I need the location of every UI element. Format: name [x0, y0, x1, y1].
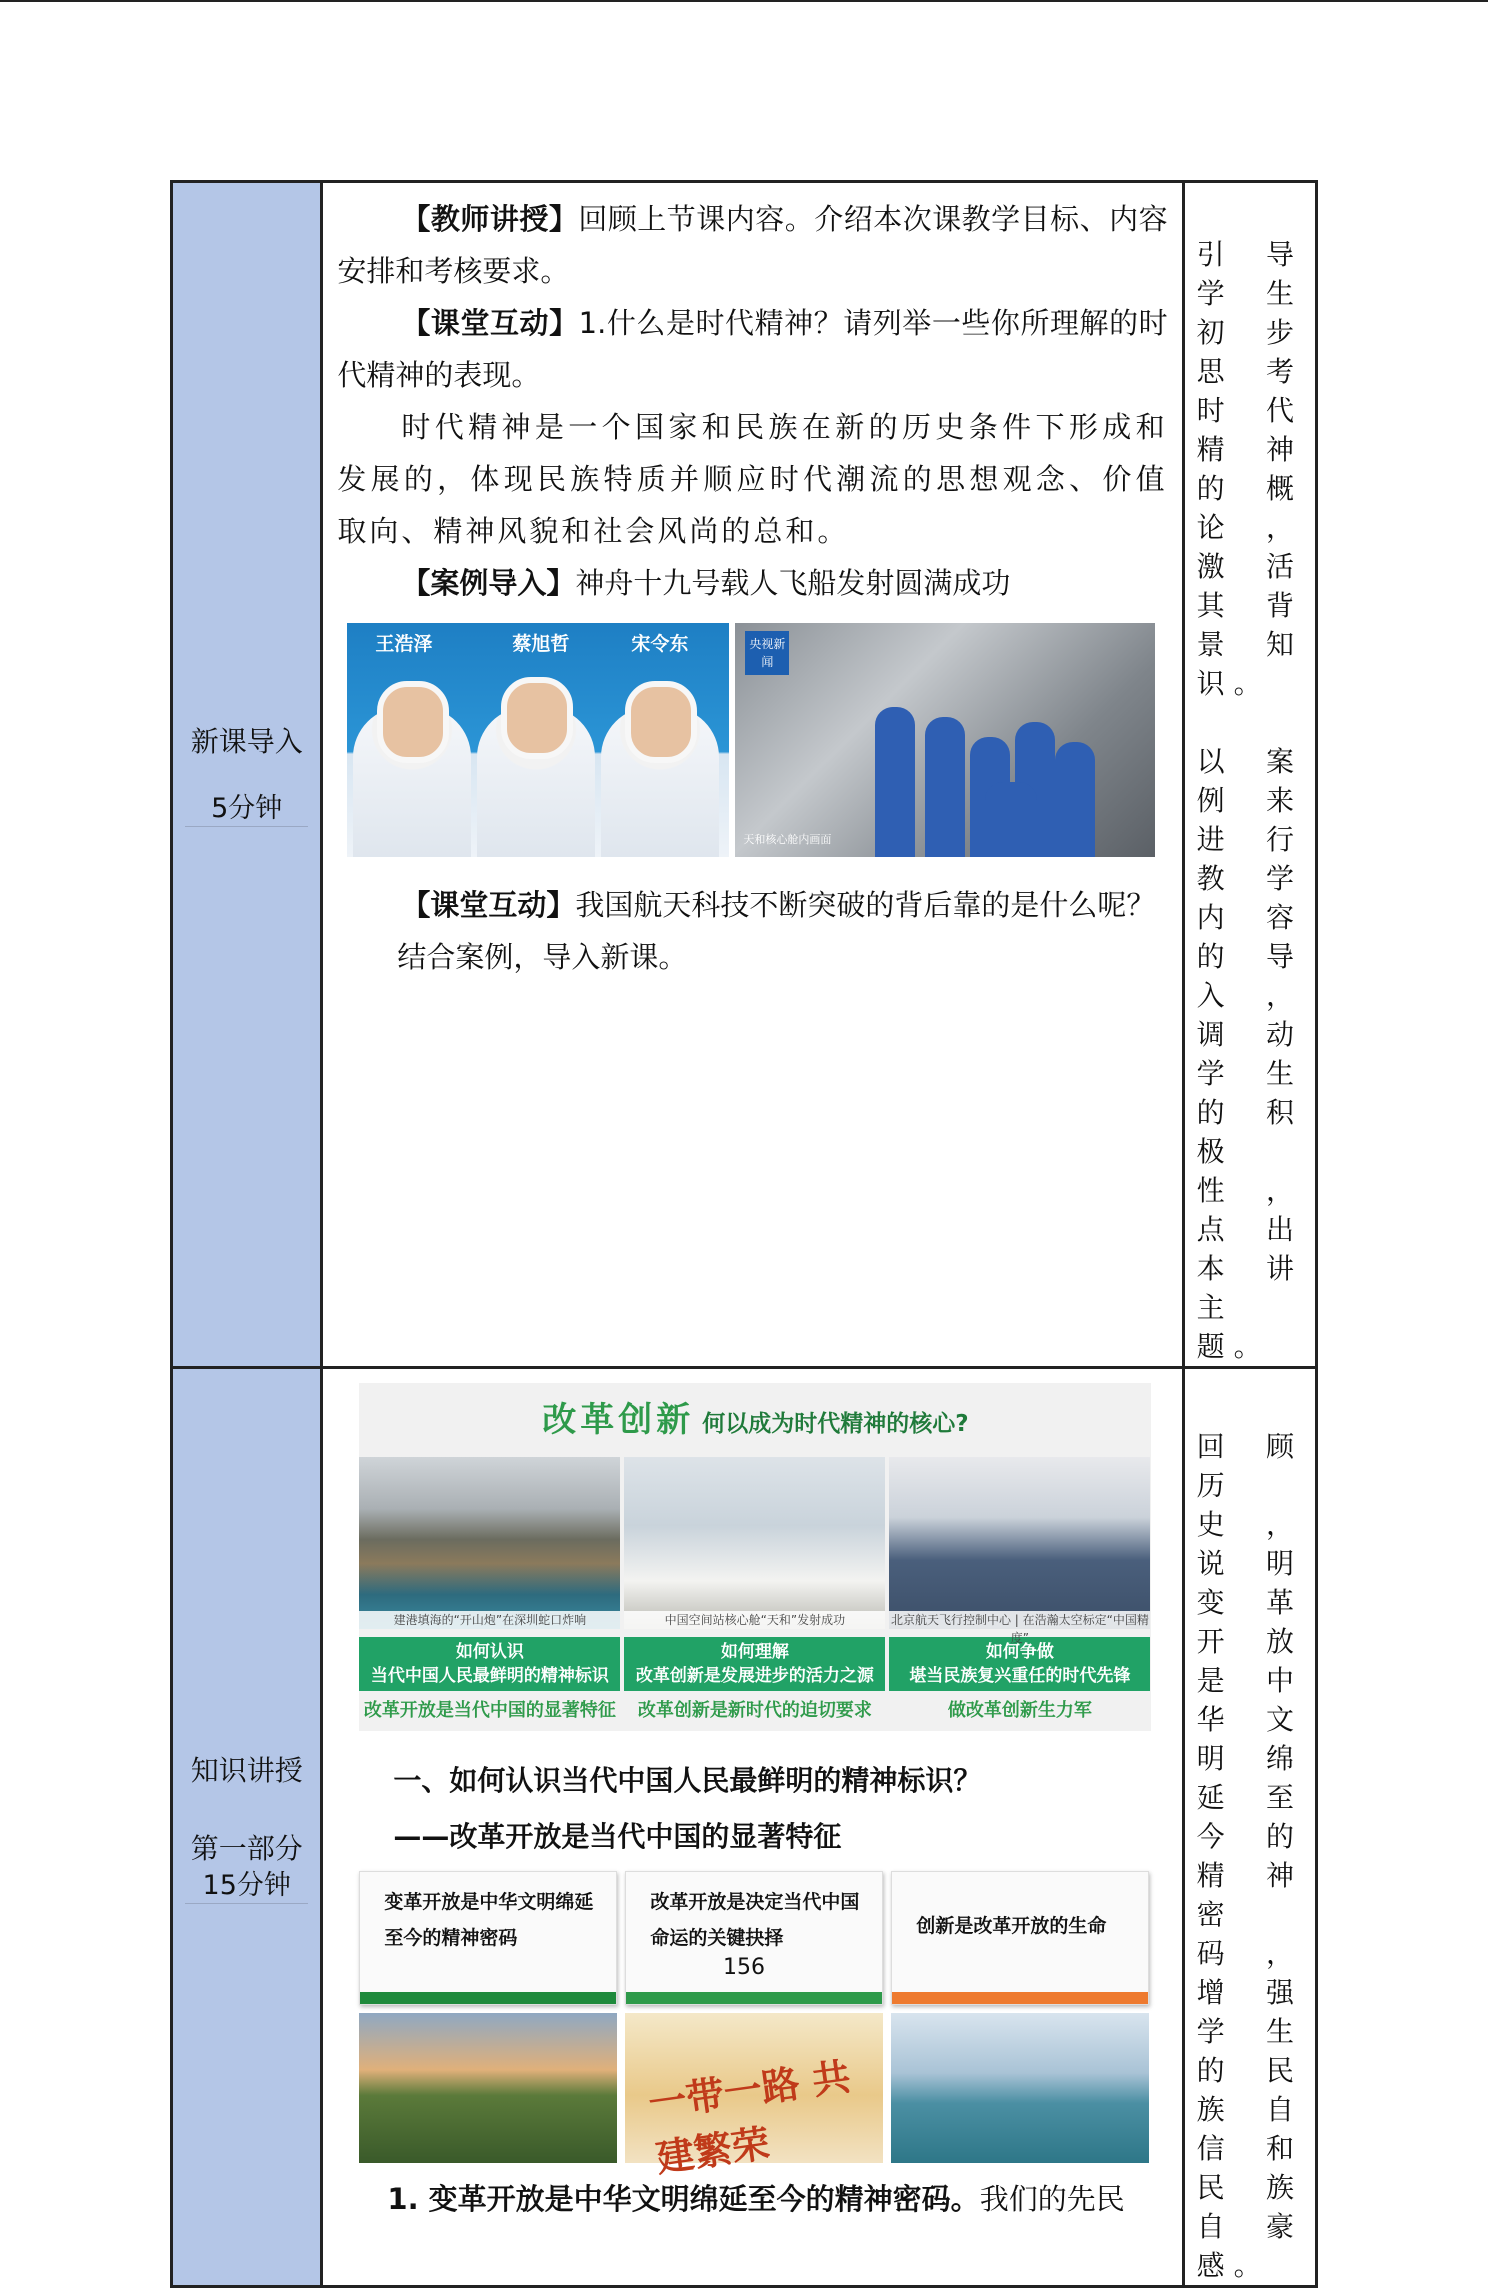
question-box: 如何认识 当代中国人民最鲜明的精神标识: [359, 1637, 620, 1691]
answer-row: [359, 1691, 1151, 1731]
stage-label: 知识讲授: [190, 1753, 303, 1787]
paragraph-transition: 结合案例，导入新课。: [397, 940, 688, 974]
astronaut-name: 蔡旭哲: [512, 633, 570, 655]
stage-label: 新课导入: [190, 725, 303, 758]
case-photos: [347, 623, 1167, 857]
section-heading: 一、如何认识当代中国人民最鲜明的精神标识？: [393, 1764, 982, 1797]
paragraph-interaction-2: 【课堂互动】我国航天科技不断突破的背后靠的是什么呢？: [401, 888, 1156, 922]
page-top-rule: [0, 0, 1488, 2]
content-cell-knowledge: [322, 1368, 1183, 2287]
belt-road-image: 一带一路 共建繁荣: [625, 2013, 883, 2163]
question-box: 如何理解 改革创新是发展进步的活力之源: [624, 1637, 885, 1691]
paragraph-teacher-lecture: 【教师讲授】回顾上节课内容。介绍本次课教学目标、内容安排和考核要求。: [337, 202, 1168, 288]
stage-time: 5分钟: [185, 792, 308, 827]
image-shekou: 建港填海的“开山炮”在深圳蛇口炸响: [359, 1457, 620, 1629]
note-text-1: 引导学生初步思考时代精神的概论，激活其背景知识。: [1196, 238, 1303, 700]
image-tianhe-launch: 中国空间站核心舱“天和”发射成功: [624, 1457, 885, 1629]
answer-text: 改革创新是新时代的迫切要求: [637, 1700, 872, 1721]
news-logo: 央视新闻: [745, 631, 789, 675]
note-cell-knowledge: [1183, 1368, 1316, 2287]
note-text-2: 以案例来进行教学内容的导入，调动学生的积极性，点出本讲主题。: [1196, 745, 1303, 1363]
slide-reform-opening: [359, 1871, 1151, 2181]
astronauts-photo: [347, 623, 729, 857]
image-control-center: 北京航天飞行控制中心 | 在浩瀚太空标定“中国精度”: [889, 1457, 1150, 1629]
slide-title: 改革创新 何以成为时代精神的核心?: [542, 1400, 969, 1440]
page-number: 156: [723, 1955, 765, 1980]
paragraph-definition: 时代精神是一个国家和民族在新的历史条件下形成和发展的，体现民族特质并顺应时代潮流的思想观念、价值取向、精神风貌和社会风尚的总和。: [337, 410, 1168, 548]
paragraph-interaction-1: 【课堂互动】1.什么是时代精神？请列举一些你所理解的时代精神的表现。: [337, 306, 1168, 392]
astronaut-name: 宋令东: [631, 633, 689, 655]
answer-text: 做改革创新生力军: [947, 1700, 1092, 1721]
topic-card: 变革开放是中华文明绵延至今的精神密码: [359, 1871, 617, 2005]
space-station-photo: [735, 623, 1155, 857]
answer-text: 改革开放是当代中国的显著特征: [363, 1700, 616, 1721]
table-row-knowledge: [172, 1368, 1317, 2287]
note-text-3: 回顾历史，说明变革开放是中华文明绵延至今的精神密码，增强学生的民族自信和民族自豪感。: [1196, 1430, 1303, 2282]
question-boxes: [359, 1637, 1151, 1691]
photo-caption: 天和核心舱内画面: [743, 833, 832, 846]
slide-reform-innovation: [359, 1383, 1151, 1731]
paragraph-point-1: 1. 变革开放是中华文明绵延至今的精神密码。我们的先民: [387, 2182, 1125, 2216]
stage-cell-knowledge: [172, 1368, 322, 2287]
topic-card: 创新是改革开放的生命: [891, 1871, 1149, 2005]
astronaut-name: 王浩泽: [375, 633, 433, 655]
stage-time: 15分钟: [185, 1869, 308, 1904]
paragraph-case: 【案例导入】神舟十九号载人飞船发射圆满成功: [401, 566, 1011, 600]
slide-images: [359, 1457, 1151, 1645]
section-subheading: ——改革开放是当代中国的显著特征: [393, 1820, 842, 1853]
table-row-intro: [172, 182, 1317, 1368]
content-cell-intro: [322, 182, 1183, 1368]
question-box: 如何争做 堪当民族复兴重任的时代先锋: [889, 1637, 1150, 1691]
stage-cell-intro: [172, 182, 322, 1368]
great-wall-image: [359, 2013, 617, 2163]
stage-part: 第一部分: [190, 1831, 303, 1865]
bridge-image: [891, 2013, 1149, 2163]
topic-card: 改革开放是决定当代中国命运的关键抉择: [625, 1871, 883, 2005]
note-cell-intro: [1183, 182, 1316, 1368]
